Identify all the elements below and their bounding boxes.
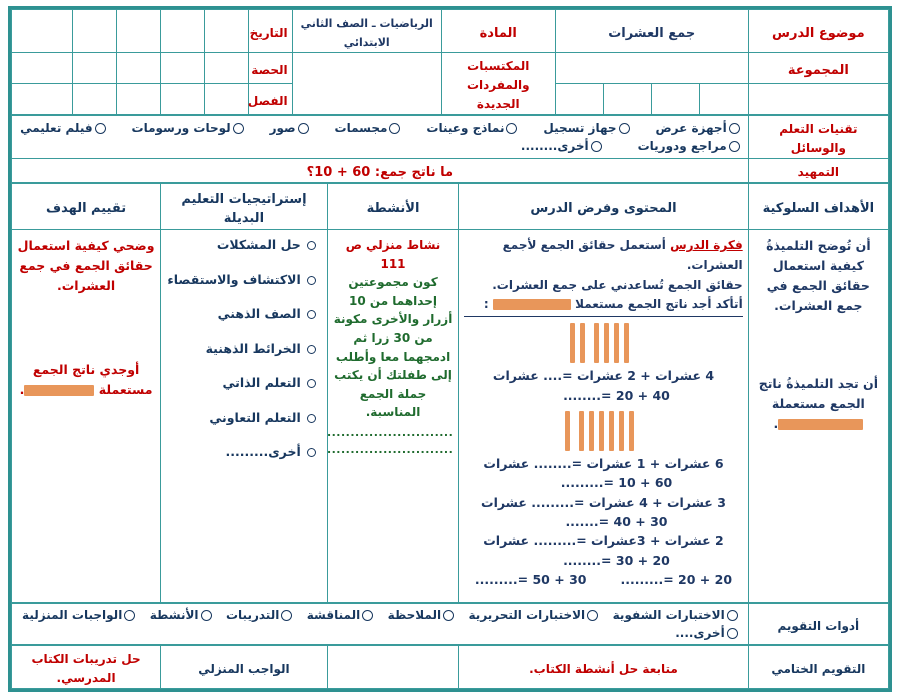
assessment-tools-items-cell — [12, 604, 749, 645]
col-header-objectives — [748, 184, 888, 230]
tool-option-exercises[interactable] — [226, 608, 292, 622]
strategy-item-self-learning[interactable] — [166, 374, 316, 392]
tally-bar-icon — [619, 411, 624, 451]
objective-first: أن تُوضح التلميذةُ كيفية استعمال حقائق الجمع في جمع العشرات. — [766, 238, 871, 313]
checkbox-icon[interactable] — [727, 610, 738, 621]
period-blank-5[interactable] — [12, 53, 73, 84]
strategy-label: الصف الذهني — [217, 306, 301, 321]
final-evaluation-row — [12, 646, 889, 689]
strategy-item-problem-solving[interactable] — [166, 236, 316, 254]
strategies-cell[interactable] — [161, 230, 328, 603]
tool-option-other[interactable] — [675, 626, 737, 640]
objective-second-redacted-line — [754, 414, 883, 434]
redacted-block — [24, 385, 94, 396]
content-line-2: حقائق الجمع تُساعدني على جمع العشرات. — [492, 277, 743, 292]
homework-label: الواجب المنزلي — [198, 661, 290, 676]
new-vocab-value-cell[interactable] — [292, 53, 441, 115]
radio-icon[interactable] — [307, 448, 316, 457]
aids-label: تقنيات التعلم والوسائل — [779, 122, 858, 155]
strategy-label: حل المشكلات — [216, 237, 301, 252]
tool-label: التدريبات — [225, 608, 280, 622]
tally-bar-icon — [580, 323, 585, 363]
content-line-3-suffix: : — [483, 297, 489, 312]
tally-bar-icon — [570, 323, 575, 363]
final-eval-middle-cell[interactable] — [459, 646, 748, 689]
content-equations — [464, 323, 742, 589]
meta-row-2 — [12, 53, 889, 84]
checkbox-icon[interactable] — [443, 610, 454, 621]
aid-label: جهاز تسجيل — [543, 121, 617, 135]
activities-dots-line-1: ........................... — [326, 425, 454, 439]
evaluation-second-line1: أوجدي ناتج الجمع — [32, 362, 140, 377]
content-cell[interactable] — [459, 230, 748, 603]
tool-label: الاختبارات الشفوية — [612, 608, 725, 622]
final-equations-row — [464, 570, 742, 589]
tally-group-1 — [464, 323, 742, 363]
warmup-label: التمهيد — [797, 165, 839, 179]
period-blank-4[interactable] — [73, 53, 117, 84]
period-label-cell — [248, 53, 292, 84]
col-header-evaluation — [12, 184, 161, 230]
tally-bar-icon — [594, 323, 599, 363]
aid-label: صور — [269, 121, 296, 135]
tally-bar-icon — [565, 411, 570, 451]
final-eval-middle-text: متابعة حل أنشطة الكتاب. — [529, 661, 678, 676]
class-blank-5[interactable] — [12, 84, 73, 115]
class-blank-2[interactable] — [161, 84, 205, 115]
radio-icon[interactable] — [307, 414, 316, 423]
aid-option-suwar[interactable] — [270, 121, 309, 135]
aid-label: فيلم تعليمي — [20, 121, 93, 135]
checkbox-icon[interactable] — [95, 123, 106, 134]
equation-3b: 30 + 40 =....... — [565, 514, 668, 530]
aid-option-namathej[interactable] — [426, 121, 517, 135]
checkbox-icon[interactable] — [619, 123, 630, 134]
aid-option-lawhat[interactable] — [132, 121, 244, 135]
aid-option-maraje[interactable] — [638, 139, 740, 153]
tool-option-observation[interactable] — [388, 608, 454, 622]
tool-option-activities[interactable] — [150, 608, 212, 622]
meta-blank-topic[interactable] — [748, 84, 888, 115]
equation-final-left: 20 + 20 =......... — [620, 572, 733, 588]
strategy-item-mental-class[interactable] — [166, 305, 316, 323]
lesson-topic-value-cell[interactable] — [555, 10, 748, 53]
checkbox-icon[interactable] — [362, 610, 373, 621]
date-blank-5[interactable] — [12, 10, 73, 53]
activities-header-label: الأنشطة — [366, 201, 420, 216]
document-frame — [8, 6, 892, 692]
aids-second-list — [16, 137, 744, 155]
tool-option-homework[interactable] — [22, 608, 135, 622]
aids-table — [11, 115, 889, 183]
content-line-3 — [464, 295, 742, 317]
idea-label: فكرة الدرس — [670, 238, 743, 252]
subject-value: الرياضيات ـ الصف الثاني الابتدائي — [300, 17, 433, 49]
period-blank-1[interactable] — [204, 53, 248, 84]
group-label: المجموعة — [787, 62, 849, 78]
class-blank-1[interactable] — [204, 84, 248, 115]
assessment-tools-row — [12, 604, 889, 645]
date-blank-3[interactable] — [117, 10, 161, 53]
checkbox-icon[interactable] — [591, 141, 602, 152]
warmup-row — [12, 159, 889, 183]
redacted-block — [493, 299, 571, 310]
tool-option-written-tests[interactable] — [469, 608, 599, 622]
group-value-cell[interactable] — [555, 53, 748, 84]
equation-1a: 4 عشرات + 2 عشرات =.... عشرات — [492, 368, 715, 384]
checkbox-icon[interactable] — [727, 628, 738, 639]
content-idea-line — [464, 236, 742, 276]
aid-label: أجهزة عرض — [655, 121, 727, 135]
aids-items-cell — [12, 116, 749, 159]
evaluation-second-period: . — [19, 382, 25, 397]
group-label-cell — [748, 53, 888, 84]
class-blank-4[interactable] — [73, 84, 117, 115]
checkbox-icon[interactable] — [281, 610, 292, 621]
strategy-item-discovery-inquiry[interactable] — [166, 271, 316, 289]
col-header-activities — [327, 184, 459, 230]
assessment-tools-label: أدوات التقويم — [777, 618, 860, 633]
tally-right-group — [579, 411, 634, 451]
tally-bar-icon — [579, 411, 584, 451]
homework-value: حل تدريبات الكتاب المدرسي. — [31, 652, 141, 685]
period-blank-3[interactable] — [117, 53, 161, 84]
strategy-item-mind-maps[interactable] — [166, 340, 316, 358]
tally-right-group — [594, 323, 629, 363]
activities-cell[interactable] — [327, 230, 459, 603]
strategy-label: التعلم الذاتي — [222, 375, 301, 390]
class-blank-3[interactable] — [117, 84, 161, 115]
equation-2b: 60 + 10 =......... — [560, 475, 673, 491]
objective-second-line1: أن تجد التلميذةُ ناتج — [758, 376, 878, 391]
new-vocab-label: المكتسبات والمفردات الجديدة — [466, 59, 530, 111]
lesson-topic-label: موضوع الدرس — [772, 25, 865, 41]
tally-left-group — [565, 411, 570, 451]
evaluation-first: وضحي كيفية استعمال حقائق الجمع في جمع العشرات. — [17, 238, 155, 293]
checkbox-icon[interactable] — [587, 610, 598, 621]
tool-label: الاختبارات التحريرية — [468, 608, 586, 622]
strategy-label: أخرى......... — [225, 444, 301, 459]
radio-icon[interactable] — [307, 379, 316, 388]
aid-option-mujassamat[interactable] — [335, 121, 401, 135]
final-evaluation-table — [11, 645, 889, 689]
strategy-label: الاكتشاف والاستقصاء — [167, 271, 301, 287]
body-content-row — [12, 230, 889, 603]
checkbox-icon[interactable] — [729, 123, 740, 134]
checkbox-icon[interactable] — [233, 123, 244, 134]
final-eval-label: التقويم الختامي — [771, 661, 866, 676]
main-body-table — [11, 183, 889, 603]
assessment-tools-second-list — [16, 624, 744, 642]
content-header-label: المحتوى وفرض الدرس — [530, 201, 677, 216]
objective-second-period: . — [773, 416, 779, 431]
aids-label-cell — [748, 116, 888, 159]
checkbox-icon[interactable] — [729, 141, 740, 152]
tally-group-2 — [464, 411, 742, 451]
radio-icon[interactable] — [307, 310, 316, 319]
subject-value-cell[interactable] — [292, 10, 441, 53]
checkbox-icon[interactable] — [298, 123, 309, 134]
radio-icon[interactable] — [307, 345, 316, 354]
activities-title: نشاط منزلي ص 111 — [345, 238, 441, 271]
new-vocab-label-cell — [441, 53, 555, 115]
objective-second-line2: الجمع مستعملة — [771, 396, 865, 411]
tool-label: الأنشطة — [149, 608, 199, 622]
aids-top-list — [16, 119, 744, 137]
activities-dots-line-2: ........................... — [326, 442, 454, 456]
meta-blank-b[interactable] — [652, 84, 700, 115]
checkbox-icon[interactable] — [389, 123, 400, 134]
aid-label: لوحات ورسومات — [131, 121, 231, 135]
lesson-topic-value: جمع العشرات — [608, 25, 696, 41]
checkbox-icon[interactable] — [506, 123, 517, 134]
assessment-tools-table — [11, 603, 889, 645]
tool-label: الواجبات المنزلية — [22, 608, 123, 622]
date-blank-1[interactable] — [204, 10, 248, 53]
tool-label: المناقشة — [306, 608, 361, 622]
equation-4b: 20 + 30 =........ — [563, 552, 670, 568]
tally-bar-icon — [629, 411, 634, 451]
lesson-topic-label-cell — [748, 10, 888, 53]
date-label-cell — [248, 10, 292, 53]
class-label-cell — [248, 84, 292, 115]
warmup-text-cell[interactable] — [12, 159, 749, 183]
radio-icon[interactable] — [307, 241, 316, 250]
objectives-header-label: الأهداف السلوكية — [762, 201, 875, 216]
equation-final-right: 30 + 50 =......... — [474, 572, 587, 588]
meta-blank-d[interactable] — [555, 84, 603, 115]
evaluation-spacer — [17, 296, 155, 360]
meta-blank-c[interactable] — [603, 84, 651, 115]
equation-3a: 3 عشرات + 4 عشرات =......... عشرات — [481, 494, 726, 510]
meta-blank-a[interactable] — [700, 84, 748, 115]
strategy-item-other[interactable] — [166, 443, 316, 461]
assessment-tools-label-cell — [748, 604, 888, 645]
objectives-spacer — [754, 316, 883, 374]
content-intro — [464, 236, 742, 317]
body-header-row — [12, 184, 889, 230]
period-label: الحصة — [251, 62, 288, 77]
final-eval-empty-cell[interactable] — [327, 646, 459, 689]
tool-label: الملاحظة — [387, 608, 442, 622]
activities-body: كون مجموعتين إحداهما من 10 أزرار والأخرى مكونة من 30 زرا ثم ادمجهما معا وأطلب إلى طفلتك أن يكتب جملة الجمع المناسبة. — [333, 275, 453, 420]
col-header-content — [459, 184, 748, 230]
aid-option-other[interactable] — [521, 139, 602, 153]
equation-2a: 6 عشرات + 1 عشرات =........ عشرات — [483, 455, 724, 471]
strategies-header-label: إستراتيجيات التعليم البديلة — [181, 191, 307, 226]
homework-label-cell — [161, 646, 328, 689]
equation-1b: 40 + 20 =........ — [563, 387, 670, 403]
idea-text: أستعمل حقائق الجمع لأجمع العشرات. — [502, 238, 743, 272]
date-blank-4[interactable] — [73, 10, 117, 53]
strategies-list — [166, 236, 322, 461]
period-blank-2[interactable] — [161, 53, 205, 84]
evaluation-second-line2 — [17, 380, 155, 400]
evaluation-cell[interactable] — [12, 230, 161, 603]
tool-label: أخرى.... — [675, 626, 725, 640]
checkbox-icon[interactable] — [201, 610, 212, 621]
tally-bar-icon — [614, 323, 619, 363]
date-blank-2[interactable] — [161, 10, 205, 53]
tally-left-group — [570, 323, 585, 363]
radio-icon[interactable] — [307, 276, 316, 285]
tally-bar-icon — [589, 411, 594, 451]
tally-bar-icon — [624, 323, 629, 363]
aid-option-film[interactable] — [20, 121, 106, 135]
checkbox-icon[interactable] — [124, 610, 135, 621]
warmup-text: ما ناتج جمع: 60 + 10؟ — [306, 165, 454, 180]
homework-value-cell[interactable] — [12, 646, 161, 689]
subject-label: المادة — [479, 25, 517, 41]
meta-table — [11, 9, 889, 115]
strategy-label: الخرائط الذهنية — [205, 340, 301, 356]
strategy-item-cooperative-learning[interactable] — [166, 409, 316, 427]
subject-label-cell — [441, 10, 555, 53]
equation-4a: 2 عشرات + 3عشرات =......... عشرات — [483, 533, 724, 549]
meta-row-1 — [12, 10, 889, 53]
aid-label: نماذج وعينات — [426, 121, 505, 135]
aid-label: مراجع ودوريات — [637, 139, 727, 153]
class-label: الفصل — [247, 93, 288, 108]
warmup-label-cell — [748, 159, 888, 183]
tool-option-discussion[interactable] — [307, 608, 373, 622]
col-header-strategies — [161, 184, 328, 230]
evaluation-second — [17, 360, 155, 400]
tally-bar-icon — [599, 411, 604, 451]
redacted-block — [778, 419, 863, 430]
final-eval-label-cell — [748, 646, 888, 689]
evaluation-second-text: مستعملة — [98, 382, 153, 397]
evaluation-header-label: تقييم الهدف — [46, 201, 127, 216]
assessment-tools-list — [16, 606, 744, 624]
aids-row — [12, 116, 889, 159]
date-label: التاريخ — [249, 25, 288, 40]
aid-label: مجسمات — [334, 121, 388, 135]
tool-option-oral-tests[interactable] — [613, 608, 738, 622]
aid-option-ajhza-ard[interactable] — [655, 121, 739, 135]
objective-second — [754, 374, 883, 434]
content-line-3-text: أتأكد أجد ناتج الجمع مستعملا — [575, 297, 743, 312]
strategy-label: التعلم التعاوني — [209, 409, 301, 425]
aid-option-jihaz-tasjeel[interactable] — [543, 121, 629, 135]
aid-label: أخرى........ — [520, 139, 589, 153]
tally-bar-icon — [604, 323, 609, 363]
tally-bar-icon — [609, 411, 614, 451]
objectives-cell[interactable] — [748, 230, 888, 603]
